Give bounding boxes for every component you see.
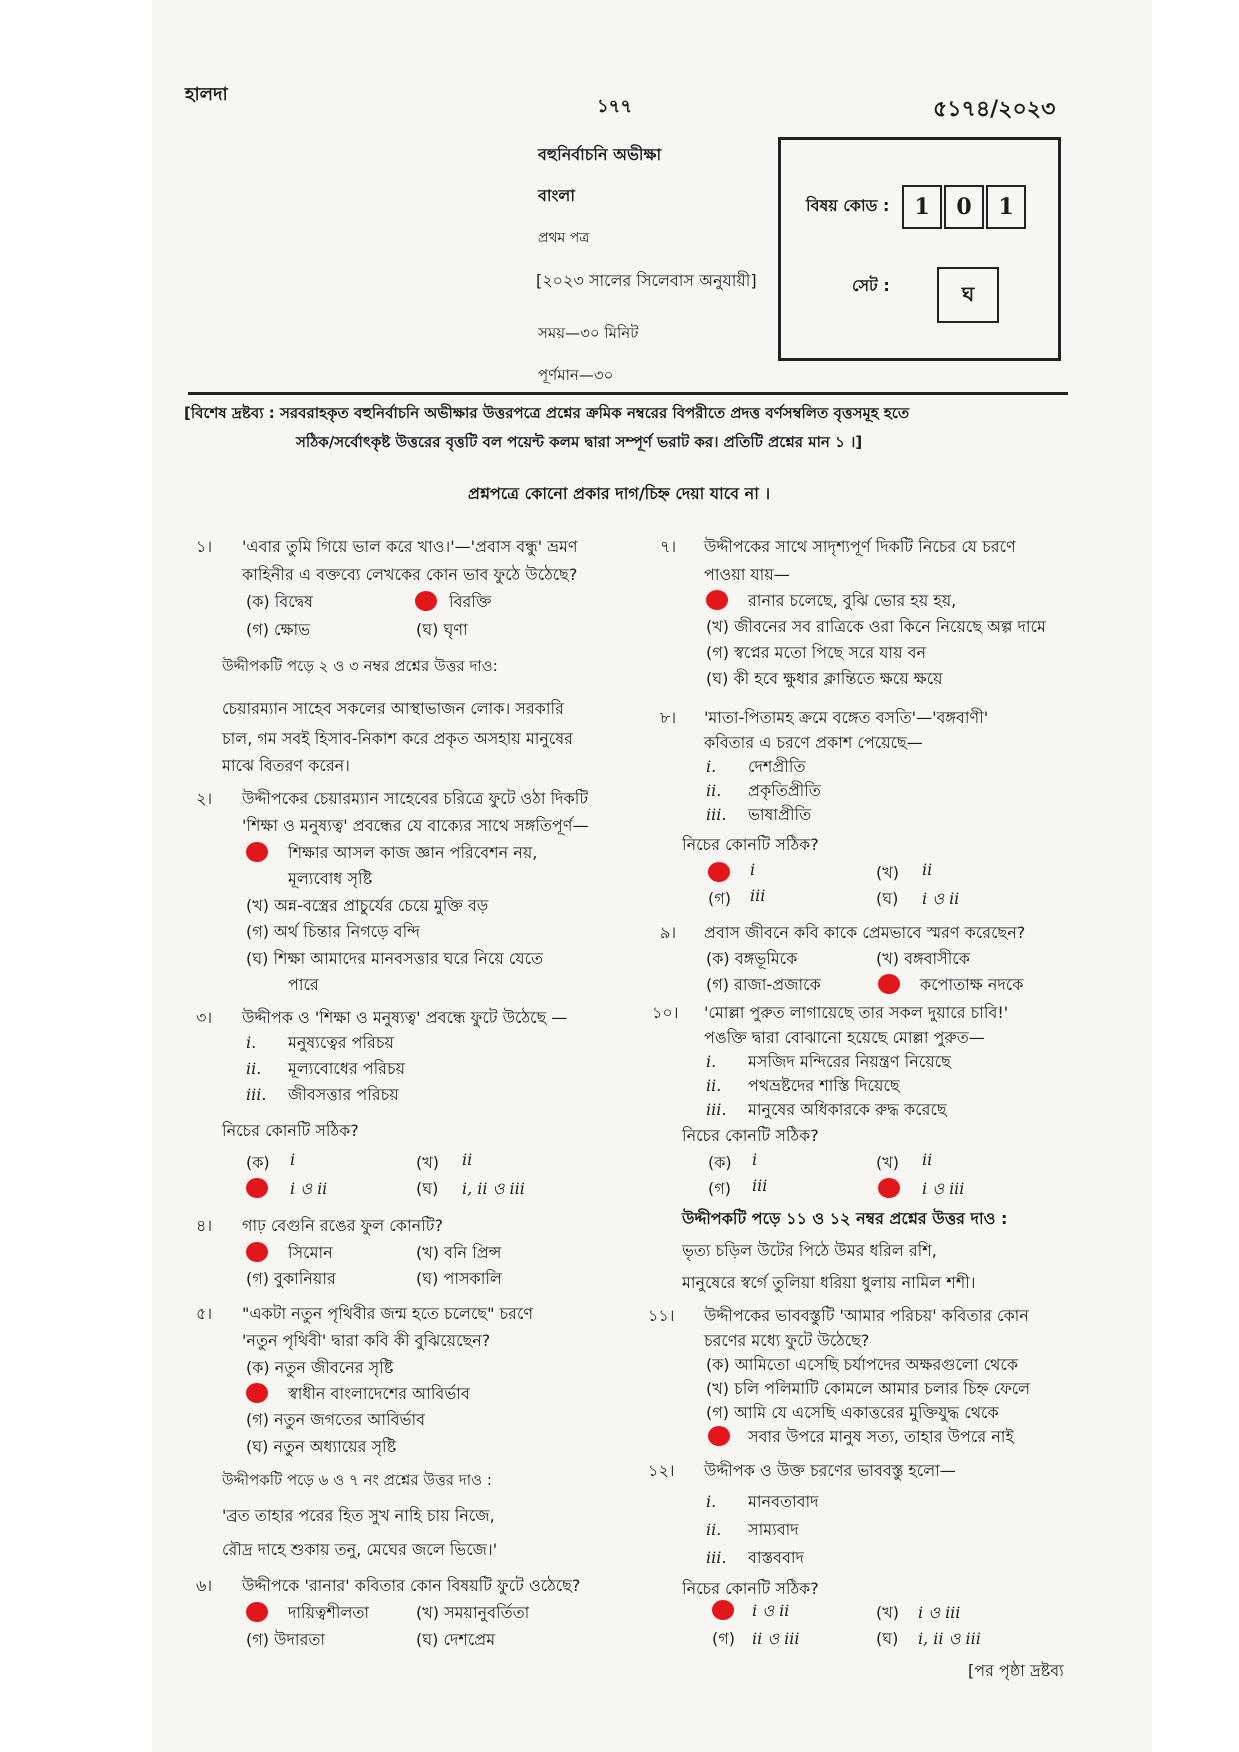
q12-stmt-num: i. [706, 1492, 717, 1511]
q10-option-c: iii [752, 1176, 768, 1195]
q11-option-c: (গ) আমি যে এসেছি একাত্তরের মুক্তিযুদ্ধ থেকে [706, 1403, 999, 1422]
q10-stmt-num: iii. [706, 1100, 727, 1119]
q3-stmt-num: ii. [246, 1059, 262, 1078]
stem-1-line-2: চাল, গম সবই হিসাব-নিকাশ করে প্রকৃত অসহায় মানুষের [222, 729, 573, 748]
q12-option-label: (ঘ) [876, 1629, 899, 1648]
answer-mark [246, 1178, 268, 1198]
q10-ask: নিচের কোনটি সঠিক? [682, 1126, 819, 1145]
q9-number: ৯। [660, 923, 677, 942]
q3-ask: নিচের কোনটি সঠিক? [222, 1121, 359, 1140]
q8-option-b: ii [922, 860, 933, 879]
full-marks: পূর্ণমান—৩০ [538, 366, 614, 384]
header-rule [188, 392, 1068, 395]
q12-stmt-num: iii. [706, 1548, 727, 1567]
q3-option-a: i [290, 1150, 296, 1169]
stem-3-line-2: মানুষেরে স্বর্গে তুলিয়া ধরিয়া ধুলায় নামিল শশী। [682, 1273, 976, 1292]
q4-option-a: সিমোন [288, 1243, 333, 1262]
q5-text-1: "একটা নতুন পৃথিবীর জন্ম হতে চলেছে" চরণে [242, 1304, 534, 1323]
q8-stmt-num: iii. [706, 805, 727, 824]
q3-stmt-num: i. [246, 1033, 257, 1052]
q7-text-1: উদ্দীপকের সাথে সাদৃশ্যপূর্ণ দিকটি নিচের যে চরণে [704, 537, 1016, 556]
q2-option-a-2: মূল্যবোধ সৃষ্টি [288, 869, 373, 888]
q8-ask: নিচের কোনটি সঠিক? [682, 835, 819, 854]
q5-number: ৫। [196, 1304, 213, 1323]
q3-stmt-num: iii. [246, 1085, 267, 1104]
q11-option-b: (খ) চলি পলিমাটি কোমলে আমার চলার চিহ্ন ফেলে [706, 1379, 1031, 1398]
q7-text-2: পাওয়া যায়— [704, 565, 790, 584]
stem-2-line-1: 'ব্রত তাহার পরের হিত সুখ নাহি চায় নিজে, [222, 1506, 495, 1525]
set-label: সেট : [852, 276, 890, 295]
answer-mark [878, 1178, 900, 1198]
q5-text-2: 'নতুন পৃথিবী' দ্বারা কবি কী বুঝিয়েছেন? [242, 1331, 491, 1350]
q10-text-2: পঙক্তি দ্বারা বোঝানো হয়েছে মোল্লা পুরুত— [704, 1028, 985, 1047]
subject-code-digit: 0 [944, 185, 984, 229]
q7-option-c: (গ) স্বপ্নের মতো পিছে সরে যায় বন [706, 643, 927, 662]
q10-option-a: i [752, 1150, 758, 1169]
q5-option-d: (ঘ) নতুন অধ্যায়ের সৃষ্টি [246, 1437, 397, 1456]
q3-option-d: i, ii ও iii [462, 1179, 525, 1198]
q2-option-d-1: (ঘ) শিক্ষা আমাদের মানবসত্তার ঘরে নিয়ে যেতে [246, 949, 544, 968]
q12-ask: নিচের কোনটি সঠিক? [682, 1579, 819, 1598]
q12-option-d: i, ii ও iii [918, 1629, 981, 1648]
q7-option-a: রানার চলেছে, বুঝি ভোর হয় হয়, [748, 591, 957, 610]
subject-code-digit: 1 [902, 185, 942, 229]
q11-option-d: সবার উপরে মানুষ সত্য, তাহার উপরে নাই [748, 1427, 1014, 1446]
stem-1-intro: উদ্দীপকটি পড়ে ২ ও ৩ নম্বর প্রশ্নের উত্তর দাও: [222, 657, 498, 675]
next-page-note: [পর পৃষ্ঠা দ্রষ্টব্য [968, 1661, 1064, 1680]
exam-time: সময়—৩০ মিনিট [538, 324, 639, 342]
q6-number: ৬। [196, 1576, 213, 1595]
q10-option-label: (ক) [708, 1153, 732, 1172]
q4-option-b: (খ) বনি প্রিন্স [416, 1243, 502, 1262]
q9-option-a: (ক) বঙ্গভূমিকে [706, 949, 798, 968]
q12-option-b: i ও iii [918, 1603, 961, 1622]
q12-stmt: বাস্তববাদ [748, 1548, 804, 1567]
q8-option-c: iii [750, 886, 766, 905]
q1-text-2: কাহিনীর এ বক্তব্যে লেখকের কোন ভাব ফুঠে উঠেছে? [242, 565, 578, 584]
q12-stmt-num: ii. [706, 1520, 722, 1539]
q1-option-c: (গ) ক্ষোভ [246, 620, 311, 639]
q10-stmt-num: ii. [706, 1076, 722, 1095]
answer-mark [415, 591, 437, 611]
q11-text-2: চরণের মধ্যে ফুটে উঠেছে? [704, 1331, 870, 1350]
q1-option-d: (ঘ) ঘৃণা [416, 620, 468, 639]
q2-text-2: 'শিক্ষা ও মনুষ্যত্ব' প্রবন্ধের যে বাক্যের সাথে সঙ্গতিপূর্ণ— [242, 816, 589, 835]
answer-mark [246, 1242, 268, 1262]
answer-mark [246, 1602, 268, 1622]
page-number: ১৭৭ [597, 96, 633, 117]
school-name: হালদা [185, 84, 228, 105]
q7-option-b: (খ) জীবনের সব রাত্রিকে ওরা কিনে নিয়েছে অল্প দামে [706, 617, 1046, 636]
q12-option-label: (গ) [712, 1629, 735, 1648]
stem-2-intro: উদ্দীপকটি পড়ে ৬ ও ৭ নং প্রশ্নের উত্তর দাও : [222, 1471, 492, 1489]
q12-option-c: ii ও iii [752, 1629, 800, 1648]
q12-option-a: i ও ii [752, 1601, 790, 1620]
q8-text-2: কবিতার এ চরণে প্রকাশ পেয়েছে— [704, 733, 923, 752]
q4-text-1: গাঢ় বেগুনি রঙের ফুল কোনটি? [242, 1216, 443, 1235]
q8-option-label: (গ) [708, 889, 731, 908]
q2-option-a-1: শিক্ষার আসল কাজ জ্ঞান পরিবেশন নয়, [288, 843, 538, 862]
q2-option-d-2: পারে [288, 975, 319, 994]
answer-mark [712, 1600, 734, 1620]
q11-number: ১১। [648, 1306, 675, 1325]
q6-option-a: দায়িত্বশীলতা [288, 1603, 370, 1622]
q10-option-label: (খ) [876, 1153, 899, 1172]
answer-mark [246, 1383, 268, 1403]
q1-text-1: 'এবার তুমি গিয়ে ভাল করে খাও।'—'প্রবাস বন্ধু' ভ্রমণ [242, 537, 578, 556]
q3-option-label: (ক) [246, 1153, 270, 1172]
q4-option-d: (ঘ) পাসকালি [416, 1269, 502, 1288]
q6-option-d: (ঘ) দেশপ্রেম [416, 1630, 496, 1649]
answer-mark [878, 974, 900, 994]
q12-text-1: উদ্দীপক ও উক্ত চরণের ভাববস্তু হলো— [704, 1461, 956, 1480]
q5-option-b: স্বাধীন বাংলাদেশের আবির্ভাব [288, 1384, 470, 1403]
q2-number: ২। [196, 789, 213, 808]
q3-option-label: (খ) [416, 1153, 439, 1172]
q3-stmt: জীবসত্তার পরিচয় [288, 1085, 399, 1104]
q10-option-d: i ও iii [922, 1179, 965, 1198]
q9-option-d: কপোতাক্ষ নদকে [920, 975, 1024, 994]
q9-text-1: প্রবাস জীবনে কবি কাকে প্রেমভাবে স্মরণ করেছেন? [704, 923, 1026, 942]
q4-option-c: (গ) বুকানিয়ার [246, 1269, 336, 1288]
q6-option-b: (খ) সময়ানুবর্তিতা [416, 1603, 530, 1622]
notice-line-2: সঠিক/সর্বোৎকৃষ্ট উত্তরের বৃত্তটি বল পয়েন্ট কলম দ্বারা সম্পূর্ণ ভরাট কর। প্রতিটি প্রশ্নের মান ১ ।] [296, 433, 863, 451]
answer-mark [708, 1426, 730, 1446]
q8-option-a: i [750, 860, 756, 879]
q10-option-b: ii [922, 1150, 933, 1169]
q3-stmt: মনুষ্যত্বের পরিচয় [288, 1033, 394, 1052]
q2-option-c: (গ) অর্থ চিন্তার নিগড়ে বন্দি [246, 922, 420, 941]
q8-option-d: i ও ii [922, 889, 960, 908]
q12-stmt: মানবতাবাদ [748, 1492, 819, 1511]
subject-code-label: বিষয় কোড : [806, 196, 890, 215]
q10-option-label: (গ) [708, 1179, 731, 1198]
subject-code-digit: 1 [986, 185, 1026, 229]
q9-option-b: (খ) বঙ্গবাসীকে [876, 949, 970, 968]
q6-option-c: (গ) উদারতা [246, 1630, 326, 1649]
q12-option-label: (খ) [876, 1603, 899, 1622]
q8-stmt: দেশপ্রীতি [748, 757, 806, 776]
q6-text-1: উদ্দীপকে 'রানার' কবিতার কোন বিষয়টি ফুটে ওঠেছে? [242, 1576, 581, 1595]
q3-option-b: ii [462, 1150, 473, 1169]
q8-option-label: (খ) [876, 863, 899, 882]
q7-number: ৭। [660, 537, 677, 556]
q10-number: ১০। [652, 1003, 679, 1022]
q1-number: ১। [196, 537, 213, 556]
q11-text-1: উদ্দীপকের ভাববস্তুটি 'আমার পরিচয়' কবিতার কোন [704, 1306, 1029, 1325]
stem-3-intro: উদ্দীপকটি পড়ে ১১ ও ১২ নম্বর প্রশ্নের উত্তর দাও : [682, 1209, 1008, 1228]
answer-mark [706, 590, 728, 610]
q1-option-b: বিরক্তি [449, 592, 492, 611]
syllabus-note: [২০২৩ সালের সিলেবাস অনুযায়ী] [536, 271, 757, 290]
q8-option-label: (ঘ) [876, 889, 899, 908]
stem-3-line-1: ভৃত্য চড়িল উটের পিঠে উমর ধরিল রশি, [682, 1241, 937, 1260]
q3-text-1: উদ্দীপক ও 'শিক্ষা ও মনুষ্যত্ব' প্রবন্ধে ফুটে উঠেছে — [242, 1008, 568, 1027]
set-value: ঘ [937, 267, 999, 323]
q1-option-a: (ক) বিদ্বেষ [246, 592, 314, 611]
stem-2-line-2: রৌদ্র দাহে শুকায় তনু, মেঘের জলে ভিজে।' [222, 1540, 498, 1559]
warning-line: প্রশ্নপত্রে কোনো প্রকার দাগ/চিহ্ন দেয়া যাবে না । [468, 484, 771, 503]
q12-number: ১২। [648, 1461, 675, 1480]
q10-stmt: পথভ্রষ্টদের শাস্তি দিয়েছে [748, 1076, 900, 1095]
q8-stmt: প্রকৃতিপ্রীতি [748, 781, 821, 800]
q3-option-c: i ও ii [290, 1179, 328, 1198]
code-box [778, 137, 1061, 361]
q3-number: ৩। [196, 1008, 213, 1027]
notice-line-1: [বিশেষ দ্রষ্টব্য : সরবরাহকৃত বহুনির্বাচনি অভীক্ষার উত্তরপত্রে প্রশ্নের ক্রমিক নম্বরের বিপরীতে প্রদত্ত বর্ণসম্বলিত বৃত্তসমূহ হতে [184, 404, 910, 422]
q10-stmt-num: i. [706, 1052, 717, 1071]
q10-text-1: 'মোল্লা পুরুত লাগায়েছে তার সকল দুয়ারে চাবি!' [704, 1003, 1009, 1022]
q8-number: ৮। [660, 708, 677, 727]
q10-stmt: মানুষের অধিকারকে রুদ্ধ করেছে [748, 1100, 947, 1119]
q8-stmt-num: i. [706, 757, 717, 776]
stem-1-line-1: চেয়ারম্যান সাহেব সকলের আস্থাভাজন লোক। সরকারি [222, 699, 564, 718]
q10-stmt: মসজিদ মন্দিরের নিয়ন্ত্রণ নিয়েছে [748, 1052, 951, 1071]
q2-option-b: (খ) অন্ন-বস্ত্রের প্রাচুর্যের চেয়ে মুক্তি বড় [246, 896, 489, 915]
q11-option-a: (ক) আমিতো এসেছি চর্যাপদের অক্ষরগুলো থেকে [706, 1355, 1019, 1374]
q5-option-a: (ক) নতুন জীবনের সৃষ্টি [246, 1358, 394, 1377]
q3-option-label: (ঘ) [416, 1179, 439, 1198]
q3-stmt: মূল্যবোধের পরিচয় [288, 1059, 406, 1078]
answer-mark [246, 842, 268, 862]
subject-name: বাংলা [538, 186, 575, 205]
answer-mark [708, 862, 730, 882]
q2-text-1: উদ্দীপকের চেয়ারম্যান সাহেবের চরিত্রে ফুটে ওঠা দিকটি [242, 789, 589, 808]
document-code: ৫১৭৪/২০২৩ [933, 97, 1056, 122]
q5-option-c: (গ) নতুন জগতের আবির্ভাব [246, 1410, 425, 1429]
stem-1-line-3: মাঝে বিতরণ করেন। [222, 756, 350, 775]
q7-option-d: (ঘ) কী হবে ক্ষুধার ক্লান্তিতে ক্ষয়ে ক্ষয়ে [706, 669, 943, 688]
q9-option-c: (গ) রাজা-প্রজাকে [706, 975, 821, 994]
q8-stmt-num: ii. [706, 781, 722, 800]
q12-stmt: সাম্যবাদ [748, 1520, 799, 1539]
q8-text-1: 'মাতা-পিতামহ ক্রমে বঙ্গেত বসতি'—'বঙ্গবাণী' [704, 708, 989, 727]
q8-stmt: ভাষাপ্রীতি [748, 805, 812, 824]
q4-number: ৪। [196, 1216, 213, 1235]
paper-name: প্রথম পত্র [538, 230, 590, 246]
exam-type: বহুনির্বাচনি অভীক্ষা [538, 145, 662, 164]
